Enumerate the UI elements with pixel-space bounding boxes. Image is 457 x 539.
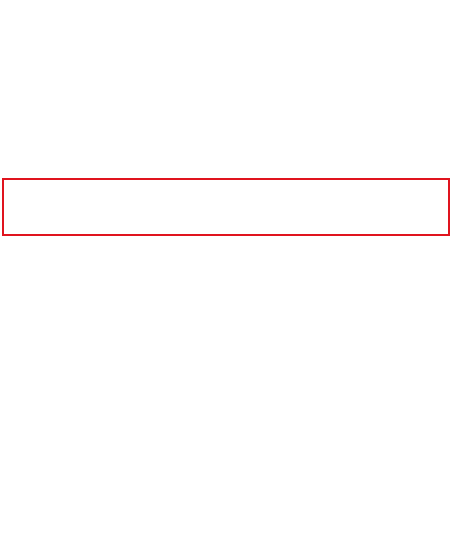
highlight-box — [2, 178, 450, 236]
